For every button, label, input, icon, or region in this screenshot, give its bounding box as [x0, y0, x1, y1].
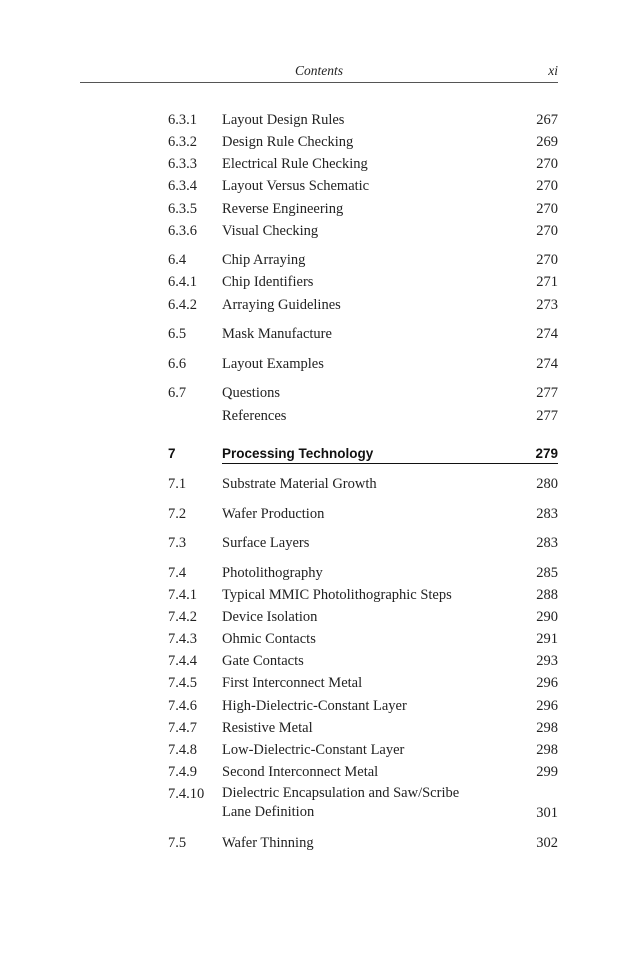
toc-entry[interactable]: [168, 220, 558, 242]
toc-entry[interactable]: [168, 405, 558, 427]
chapter-number: 7: [168, 446, 176, 461]
toc-entry-number: 7.4.8: [168, 742, 197, 758]
toc-entry-title: Device Isolation: [222, 609, 318, 625]
toc-entry-page: 298: [536, 742, 558, 758]
toc-entry[interactable]: [168, 672, 558, 694]
toc-entry-page: 270: [536, 178, 558, 194]
toc-entry-number: 7.4.4: [168, 653, 197, 669]
toc-entry-page: 274: [536, 356, 558, 372]
toc-entry-title: Mask Manufacture: [222, 326, 332, 342]
toc-entry-title: Typical MMIC Photolithographic Steps: [222, 587, 452, 603]
toc-entry-title: References: [222, 408, 287, 424]
toc-entry-title: Chip Arraying: [222, 252, 306, 268]
toc-entry-page: 293: [536, 653, 558, 669]
toc-entry-title: Chip Identifiers: [222, 274, 314, 290]
toc-entry[interactable]: [168, 109, 558, 131]
toc-entry[interactable]: [168, 628, 558, 650]
toc-entry-number: 7.4.2: [168, 609, 197, 625]
toc-entry-number: 7.4.7: [168, 720, 197, 736]
toc-entry-title: Low-Dielectric-Constant Layer: [222, 742, 405, 758]
toc-entry[interactable]: [168, 832, 558, 854]
toc-entry-page: 267: [536, 112, 558, 128]
toc-entry-number: 6.4.1: [168, 274, 197, 290]
toc-entry-page: 283: [536, 535, 558, 551]
toc-entry[interactable]: [168, 503, 558, 525]
toc-entry-title: Gate Contacts: [222, 653, 304, 669]
toc-entry-number: 7.4.1: [168, 587, 197, 603]
toc-entry-number: 6.4.2: [168, 297, 197, 313]
toc-entry-title-continued: Lane Definition: [222, 804, 315, 820]
toc-entry-page: 274: [536, 326, 558, 342]
toc-entry-title: Design Rule Checking: [222, 134, 354, 150]
toc-entry-number: 7.4.10: [168, 786, 205, 802]
toc-entry-number: 7.3: [168, 535, 187, 551]
toc-entry-number: 6.3.1: [168, 112, 197, 128]
toc-entry[interactable]: [168, 739, 558, 761]
toc-entry-page: 302: [536, 835, 558, 851]
toc-entry-title: Electrical Rule Checking: [222, 156, 368, 172]
toc-entry-page: 280: [536, 476, 558, 492]
toc-entry[interactable]: [168, 353, 558, 375]
toc-entry-title: Photolithography: [222, 565, 323, 581]
toc-entry-number: 7.4: [168, 565, 187, 581]
toc-entry-page: 270: [536, 201, 558, 217]
toc-entry-number: 7.4.9: [168, 764, 197, 780]
toc-entry-page: 273: [536, 297, 558, 313]
toc-entry-title: Reverse Engineering: [222, 201, 344, 217]
toc-entry-page: 299: [536, 764, 558, 780]
page-number: xi: [548, 63, 558, 78]
toc-entry-title: Substrate Material Growth: [222, 476, 377, 492]
toc-entry-title: Arraying Guidelines: [222, 297, 341, 313]
toc-entry-title: Wafer Production: [222, 506, 325, 522]
toc-entry-title-block: [222, 784, 459, 822]
toc-entry-page: 271: [536, 274, 558, 290]
toc-entry-page: 290: [536, 609, 558, 625]
toc-entry-number: 7.2: [168, 506, 187, 522]
toc-entry-number: 7.4.3: [168, 631, 197, 647]
toc-entry-title: Wafer Thinning: [222, 835, 314, 851]
toc-entry[interactable]: [168, 153, 558, 175]
toc-entry-title: Resistive Metal: [222, 720, 313, 736]
toc-entry[interactable]: [168, 249, 558, 271]
toc-entry-page: 283: [536, 506, 558, 522]
toc-entry-page: 301: [536, 805, 558, 821]
toc-entry-number: 7.4.6: [168, 698, 197, 714]
toc-entry-number: 7.4.5: [168, 675, 197, 691]
toc-entry-page: 296: [536, 675, 558, 691]
toc-chapter-heading[interactable]: [168, 443, 558, 465]
toc-entry[interactable]: [168, 783, 558, 823]
toc-entry-page: 285: [536, 565, 558, 581]
chapter-page: 279: [535, 446, 558, 461]
toc-entry[interactable]: [168, 294, 558, 316]
toc-entry-number: 7.1: [168, 476, 187, 492]
toc-entry[interactable]: [168, 175, 558, 197]
toc-entry-title: Layout Versus Schematic: [222, 178, 370, 194]
toc-entry[interactable]: [168, 323, 558, 345]
toc-entry-number: 6.3.6: [168, 223, 197, 239]
toc-entry-number: 6.3.3: [168, 156, 197, 172]
toc-entry-title: Dielectric Encapsulation and Saw/Scribe: [222, 785, 460, 801]
toc-entry[interactable]: [168, 717, 558, 739]
toc-entry[interactable]: [168, 761, 558, 783]
toc-entry-title: Visual Checking: [222, 223, 319, 239]
toc-entry[interactable]: [168, 382, 558, 404]
toc-entry-title: High-Dielectric-Constant Layer: [222, 698, 407, 714]
toc-entry-page: 288: [536, 587, 558, 603]
toc-entry-page: 270: [536, 156, 558, 172]
running-header-title: Contents: [294, 63, 343, 78]
toc-entry-title: Layout Design Rules: [222, 112, 345, 128]
toc-entry[interactable]: [168, 473, 558, 495]
toc-entry-page: 269: [536, 134, 558, 150]
toc-entry-title: Layout Examples: [222, 356, 324, 372]
toc-entry[interactable]: [168, 532, 558, 554]
toc-entry-number: 6.5: [168, 326, 187, 342]
running-header: [80, 62, 558, 83]
toc-entry-number: 6.3.5: [168, 201, 197, 217]
toc-entry[interactable]: [168, 131, 558, 153]
toc-entry[interactable]: [168, 198, 558, 220]
toc-entry-page: 277: [536, 408, 558, 424]
toc-entry-page: 270: [536, 252, 558, 268]
toc-entry[interactable]: [168, 650, 558, 672]
toc-entry-title: First Interconnect Metal: [222, 675, 363, 691]
toc-entry-number: 6.3.2: [168, 134, 197, 150]
toc-entry-title: Second Interconnect Metal: [222, 764, 379, 780]
chapter-title: Processing Technology: [222, 446, 374, 461]
toc-entry-page: 298: [536, 720, 558, 736]
toc-entry-number: 6.4: [168, 252, 187, 268]
toc-entry-title: Questions: [222, 385, 280, 401]
toc-entry[interactable]: [168, 606, 558, 628]
toc-entry-number: 6.3.4: [168, 178, 197, 194]
toc-entry-page: 277: [536, 385, 558, 401]
toc-entry-number: 6.6: [168, 356, 187, 372]
toc-entry[interactable]: [168, 695, 558, 717]
toc-entry-title: Surface Layers: [222, 535, 310, 551]
toc-entry-title: Ohmic Contacts: [222, 631, 316, 647]
toc-entry[interactable]: [168, 562, 558, 584]
toc-entry-page: 270: [536, 223, 558, 239]
toc-entry[interactable]: [168, 271, 558, 293]
toc-entry-number: 7.5: [168, 835, 187, 851]
toc-entry-page: 296: [536, 698, 558, 714]
toc-entry-page: 291: [536, 631, 558, 647]
toc-entry[interactable]: [168, 584, 558, 606]
toc-entry-number: 6.7: [168, 385, 187, 401]
